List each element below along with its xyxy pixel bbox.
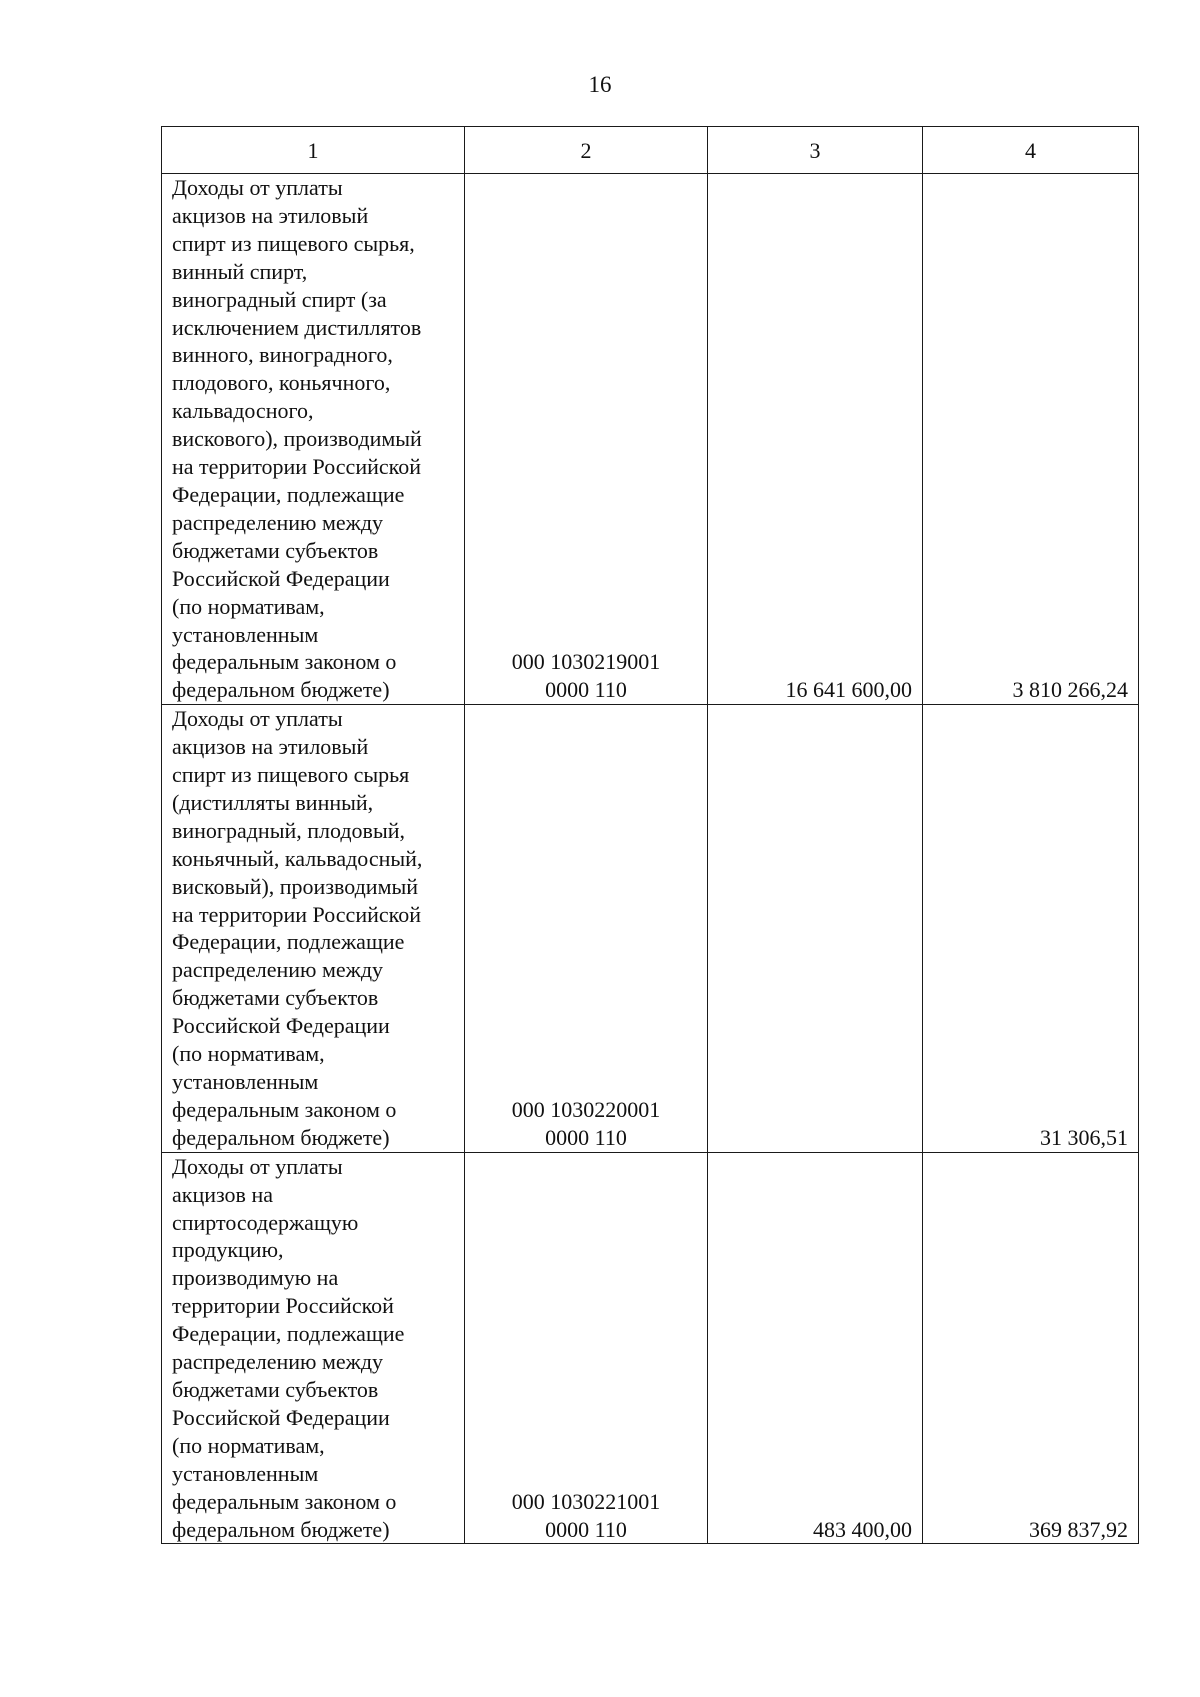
column-header-2: 2 xyxy=(465,127,708,174)
row-value-col3 xyxy=(708,705,923,1153)
row-value-col4: 369 837,92 xyxy=(923,1152,1139,1544)
row-code: 000 1030220001 0000 110 xyxy=(465,705,708,1153)
table-row xyxy=(162,1152,1139,1544)
table-row xyxy=(162,705,1139,1153)
row-description: Доходы от уплаты акцизов на спиртосодержащую продукцию, производимую на территории Российской Федерации, подлежащие распределению между бюджетами субъектов Российской Федерации (по нормативам, установленным федеральным законом о федеральном бюджете) xyxy=(162,1152,465,1544)
row-value-col4: 3 810 266,24 xyxy=(923,174,1139,705)
column-header-4: 4 xyxy=(923,127,1139,174)
row-description: Доходы от уплаты акцизов на этиловый спирт из пищевого сырья, винный спирт, виноградный спирт (за исключением дистиллятов винного, виноградного, плодового, коньячного, кальвадосного, вискового), производимый на территории Российской Федерации, подлежащие распределению между бюджетами субъектов Российской Федерации (по нормативам, установленным федеральным законом о федеральном бюджете) xyxy=(162,174,465,705)
row-code: 000 1030221001 0000 110 xyxy=(465,1152,708,1544)
row-description: Доходы от уплаты акцизов на этиловый спирт из пищевого сырья (дистилляты винный, виноградный, плодовый, коньячный, кальвадосный, висковый), производимый на территории Российской Федерации, подлежащие распределению между бюджетами субъектов Российской Федерации (по нормативам, установленным федеральным законом о федеральном бюджете) xyxy=(162,705,465,1153)
row-value-col3: 16 641 600,00 xyxy=(708,174,923,705)
row-value-col4: 31 306,51 xyxy=(923,705,1139,1153)
revenue-table xyxy=(161,126,1139,1544)
column-header-3: 3 xyxy=(708,127,923,174)
page-number: 16 xyxy=(588,72,612,97)
table-header-row xyxy=(162,127,1139,174)
column-header-1: 1 xyxy=(162,127,465,174)
row-code: 000 1030219001 0000 110 xyxy=(465,174,708,705)
row-value-col3: 483 400,00 xyxy=(708,1152,923,1544)
table-row xyxy=(162,174,1139,705)
